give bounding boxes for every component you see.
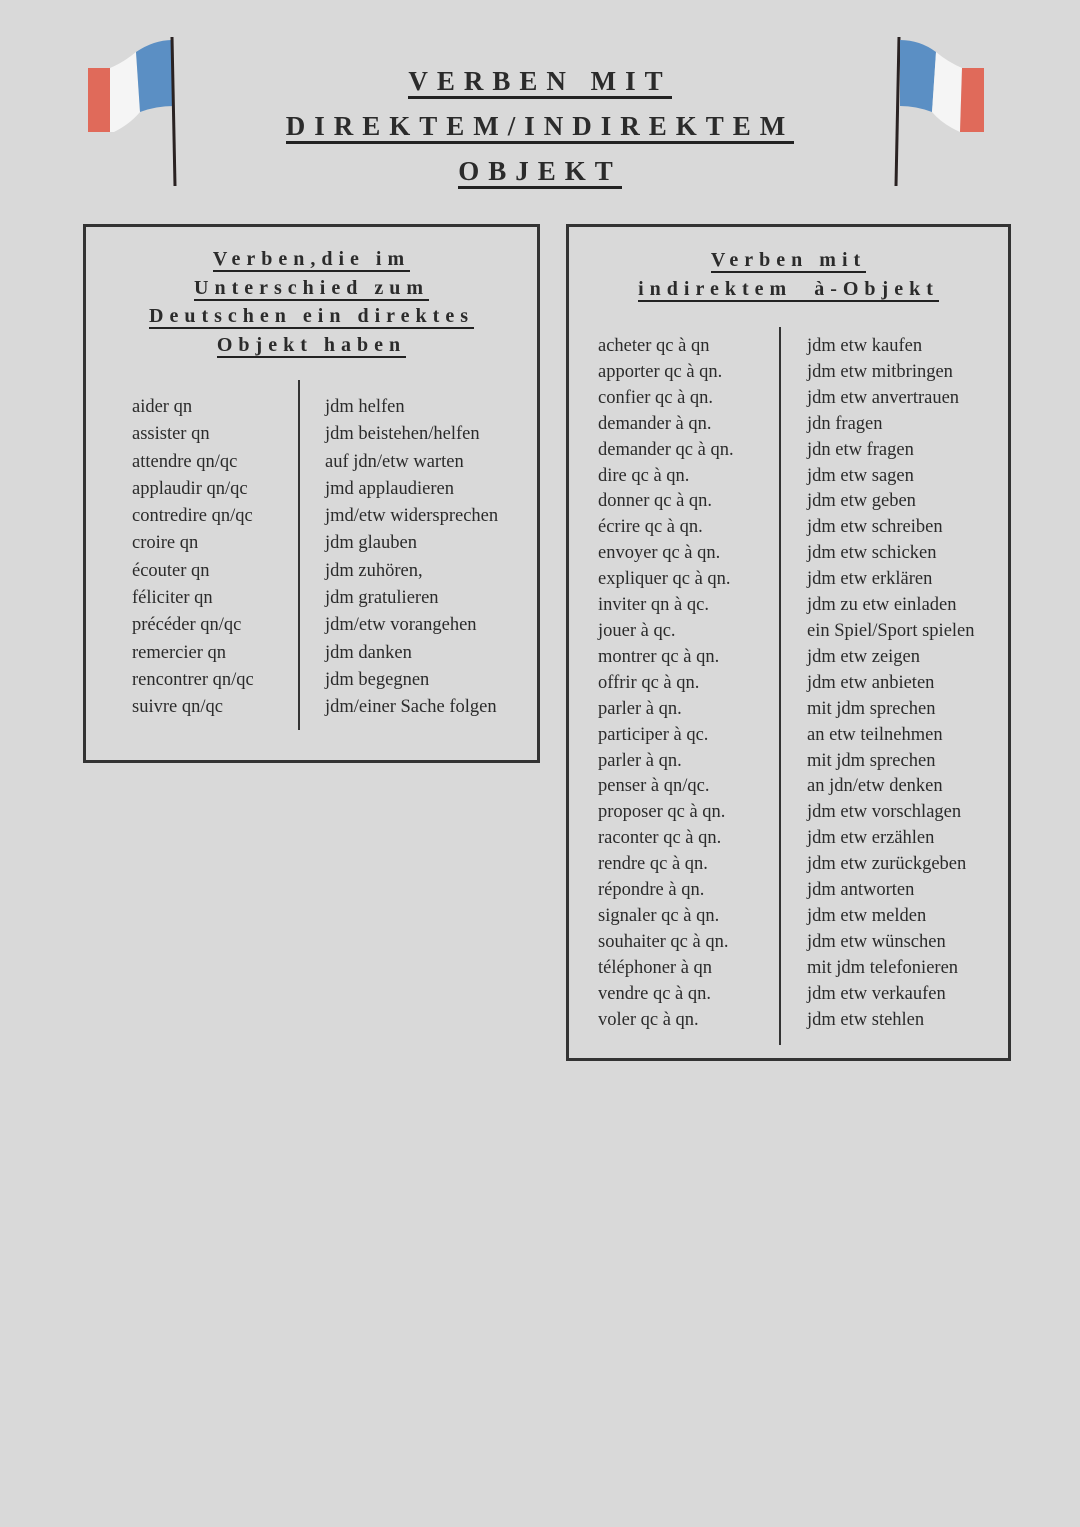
french-verb: apporter qc à qn. — [598, 361, 723, 382]
heading-line: indirektem à-Objekt — [638, 277, 939, 300]
title-line: OBJEKT — [458, 156, 622, 189]
german-translation: jdm/einer Sache folgen — [325, 697, 497, 718]
german-translation: jdm etw zurückgeben — [807, 854, 967, 875]
german-translation: jmd/etw widersprechen — [325, 506, 499, 527]
german-translation: jdm etw schreiben — [807, 517, 943, 538]
french-verb: attendre qn/qc — [132, 451, 238, 472]
french-verb: donner qc à qn. — [598, 491, 713, 512]
french-verb: aider qn — [132, 397, 193, 417]
german-translation: jdm etw sagen — [807, 465, 914, 486]
french-verb: demander qc à qn. — [598, 439, 734, 460]
german-verbs-column — [325, 394, 498, 722]
german-translation: jdm glauben — [325, 533, 417, 554]
french-verb: parler à qn. — [598, 698, 682, 719]
french-verb: parler à qn. — [598, 750, 682, 771]
indirect-object-box — [566, 224, 1011, 1061]
french-verb: répondre à qn. — [598, 880, 705, 901]
german-translation: jdm danken — [325, 642, 412, 663]
german-translation: jdn etw fragen — [807, 439, 914, 460]
french-verb: croire qn — [132, 533, 199, 554]
german-translation: auf jdn/etw warten — [325, 451, 464, 472]
title-line: DIREKTEM/INDIREKTEM — [286, 111, 795, 144]
german-translation: jdm etw kaufen — [807, 336, 923, 356]
german-translation: jdm etw mitbringen — [807, 361, 953, 382]
french-verb: signaler qc à qn. — [598, 905, 720, 926]
german-translation: jdm etw zeigen — [807, 646, 921, 667]
german-verbs-column — [807, 334, 975, 1033]
column-divider — [298, 380, 300, 730]
german-translation: jdm etw stehlen — [807, 1009, 925, 1030]
german-translation: ein Spiel/Sport spielen — [807, 620, 975, 641]
french-verbs-column — [132, 394, 254, 722]
german-translation: jdm antworten — [807, 880, 915, 901]
german-translation: an etw teilnehmen — [807, 724, 943, 745]
french-verb: assister qn — [132, 424, 210, 445]
german-translation: jdm etw schicken — [807, 543, 937, 564]
french-verb: penser à qn/qc. — [598, 776, 710, 797]
german-translation: mit jdm telefonieren — [807, 957, 959, 978]
page-title — [0, 62, 1080, 197]
french-verb: souhaiter qc à qn. — [598, 931, 729, 952]
french-verb: rendre qc à qn. — [598, 854, 708, 875]
french-verb: rencontrer qn/qc — [132, 669, 254, 690]
german-translation: jdm etw vorschlagen — [807, 802, 962, 823]
french-verb: expliquer qc à qn. — [598, 569, 731, 590]
german-translation: jdm etw verkaufen — [807, 983, 946, 1004]
french-verb: vendre qc à qn. — [598, 983, 712, 1004]
french-verb: proposer qc à qn. — [598, 802, 726, 823]
german-translation: jdn fragen — [807, 413, 883, 434]
french-verb: demander à qn. — [598, 413, 712, 434]
french-verb: suivre qn/qc — [132, 697, 223, 718]
german-translation: an jdn/etw denken — [807, 776, 943, 797]
french-verb: féliciter qn — [132, 588, 213, 609]
german-translation: mit jdm sprechen — [807, 698, 936, 719]
german-translation: mit jdm sprechen — [807, 750, 936, 771]
title-line: VERBEN MIT — [408, 66, 671, 99]
german-translation: jdm etw erklären — [807, 569, 933, 590]
heading-line: Verben mit — [710, 249, 867, 271]
french-verb: contredire qn/qc — [132, 506, 253, 527]
french-verb: téléphoner à qn — [598, 957, 713, 978]
french-verb: écrire qc à qn. — [598, 517, 703, 538]
german-translation: jmd applaudieren — [325, 478, 454, 499]
heading-line: Verben,die im — [212, 248, 411, 270]
french-verb: offrir qc à qn. — [598, 672, 700, 693]
german-translation: jdm etw anbieten — [807, 672, 935, 693]
direct-object-heading — [86, 245, 537, 359]
french-verb: remercier qn — [132, 642, 226, 663]
french-verb: acheter qc à qn — [598, 336, 710, 356]
french-verb: confier qc à qn. — [598, 387, 714, 408]
french-verb: raconter qc à qn. — [598, 828, 722, 849]
heading-line: Objekt haben — [216, 333, 407, 356]
german-translation: jdm helfen — [325, 397, 405, 417]
german-translation: jdm etw anvertrauen — [807, 387, 960, 408]
french-verb: montrer qc à qn. — [598, 646, 720, 667]
french-verb: voler qc à qn. — [598, 1009, 699, 1030]
german-translation: jdm gratulieren — [325, 588, 439, 609]
french-verb: écouter qn — [132, 560, 210, 581]
heading-line: Deutschen ein direktes — [149, 305, 474, 327]
german-translation: jdm etw geben — [807, 491, 916, 512]
french-verbs-column — [598, 334, 734, 1033]
french-verb: applaudir qn/qc — [132, 478, 248, 499]
heading-line: Unterschied zum — [194, 276, 429, 299]
german-translation: jdm zuhören, — [325, 560, 423, 581]
indirect-object-heading — [569, 246, 1008, 303]
german-translation: jdm etw erzählen — [807, 828, 935, 849]
french-verb: envoyer qc à qn. — [598, 543, 721, 564]
german-translation: jdm begegnen — [325, 669, 430, 690]
french-verb: précéder qn/qc — [132, 615, 242, 636]
direct-object-box — [83, 224, 540, 763]
german-translation: jdm zu etw einladen — [807, 595, 957, 616]
german-translation: jdm beistehen/helfen — [325, 424, 480, 445]
german-translation: jdm/etw vorangehen — [325, 615, 477, 636]
french-verb: inviter qn à qc. — [598, 595, 709, 616]
german-translation: jdm etw wünschen — [807, 931, 946, 952]
french-verb: participer à qc. — [598, 724, 709, 745]
french-verb: jouer à qc. — [598, 620, 676, 641]
column-divider — [779, 327, 781, 1045]
french-verb: dire qc à qn. — [598, 465, 690, 486]
german-translation: jdm etw melden — [807, 905, 927, 926]
